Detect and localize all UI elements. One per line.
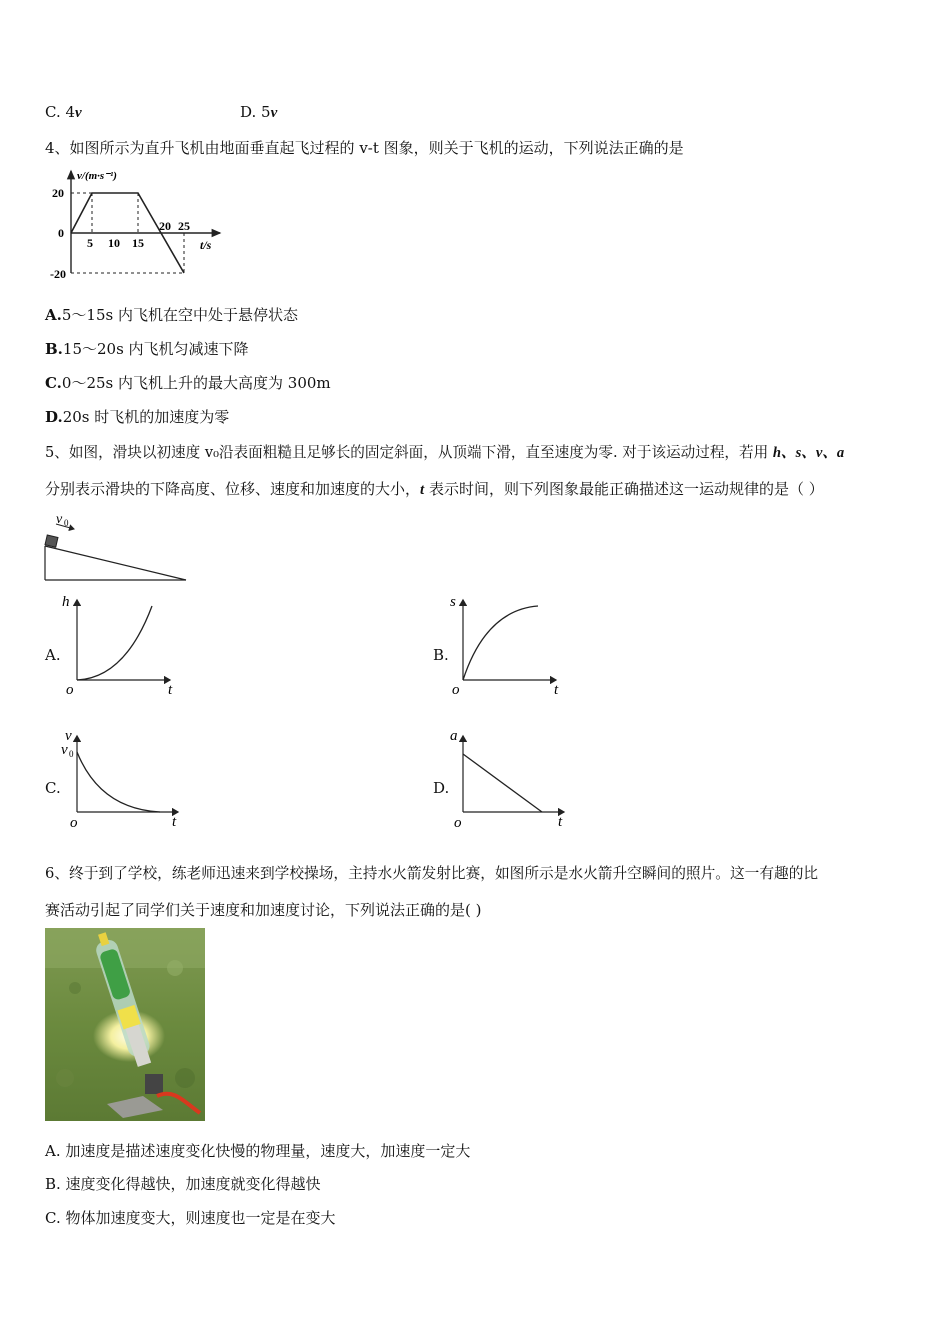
graph-c-origin: o [70, 815, 78, 831]
slope-incline [45, 546, 186, 580]
q5-graph-b [446, 590, 576, 698]
q5-line2-text-a: 分别表示滑块的下降高度、位移、速度和加速度的大小， [45, 480, 421, 498]
q6-option-a: A. 加速度是描述速度变化快慢的物理量，速度大，加速度一定大 [45, 1142, 471, 1160]
slope-v-sub: 0 [64, 518, 69, 528]
graph-c-x-label: t [172, 814, 177, 830]
q6-stem-line1: 6、终于到了学校，练老师迅速来到学校操场，主持水火箭发射比赛，如图所示是水火箭升空瞬间的照片。这一有趣的比 [45, 865, 819, 882]
q4-option-a-text: 5～15s 内飞机在空中处于悬停状态 [61, 306, 298, 324]
graph-b-origin: o [452, 682, 460, 698]
q4-stem: 4、如图所示为直升飞机由地面垂直起飞过程的 v-t 图象，则关于飞机的运动，下列说法正确的是 [45, 139, 684, 157]
graph-c-y0-sub: 0 [69, 749, 74, 759]
q4-y-label: v/(m·s⁻¹) [77, 170, 117, 182]
q4-xtick-25: 25 [178, 219, 190, 233]
q4-ytick-20: 20 [52, 186, 64, 200]
water-rocket-photo [45, 928, 205, 1121]
q5-line2-text-b: 表示时间，则下列图象最能正确描述这一运动规律的是（ ） [424, 480, 824, 498]
q4-option-c-letter: C. [45, 374, 62, 392]
q4-option-c [45, 372, 331, 393]
q4-xtick-15: 15 [132, 236, 144, 250]
q5-line2-var: t [420, 482, 425, 498]
q4-option-b-text: 15～20s 内飞机匀减速下降 [62, 340, 249, 358]
q4-option-c-text: 0～25s 内飞机上升的最大高度为 300m [61, 374, 331, 392]
q4-ytick-0: 0 [58, 226, 64, 240]
q4-xtick-20: 20 [159, 219, 171, 233]
q3-option-c-var: v [75, 105, 82, 121]
q6-option-c: C. 物体加速度变大，则速度也一定是在变大 [45, 1209, 336, 1227]
q4-option-d [45, 406, 229, 427]
graph-c-y-label: v [65, 728, 72, 744]
q3-option-d-prefix: D. 5 [240, 103, 271, 121]
graph-d-x-label: t [558, 814, 563, 830]
graph-b-x-label: t [554, 682, 559, 698]
q5-option-a-label: A. [45, 646, 61, 664]
q3-option-c [45, 103, 82, 122]
q3-option-c-prefix: C. 4 [45, 103, 76, 121]
graph-a-curve [77, 606, 152, 680]
q4-option-b-letter: B. [45, 340, 63, 358]
q4-option-d-letter: D. [45, 408, 63, 426]
q6-stem-line2: 赛活动引起了同学们关于速度和加速度讨论，下列说法正确的是( ) [45, 901, 482, 919]
q5-graph-d [446, 724, 576, 834]
q3-option-d [240, 103, 277, 122]
q5-option-c-label: C. [45, 779, 61, 797]
graph-b-curve [463, 606, 538, 680]
q4-ytick-neg20: -20 [50, 267, 66, 281]
q5-graph-c [60, 724, 190, 834]
q5-line1-text: 5、如图，滑块以初速度 v₀沿表面粗糙且足够长的固定斜面，从顶端下滑，直至速度为零. 对于该运动过程，若用 [45, 444, 773, 461]
q5-option-d-label: D. [433, 779, 450, 797]
q5-option-b-label: B. [433, 646, 449, 664]
q4-option-b [45, 338, 249, 359]
q5-slope-figure [40, 508, 190, 584]
graph-d-origin: o [454, 815, 462, 831]
graph-d-y-label: a [450, 728, 458, 744]
q5-stem-line2 [45, 478, 824, 499]
q6-option-b: B. 速度变化得越快，加速度就变化得越快 [45, 1175, 321, 1193]
q5-stem-line1 [45, 441, 844, 462]
slope-v-label: v [56, 512, 63, 527]
graph-b-y-label: s [450, 594, 456, 610]
slider-block [45, 535, 58, 547]
q5-graph-a [60, 590, 190, 698]
graph-a-x-label: t [168, 682, 173, 698]
q4-xtick-10: 10 [108, 236, 120, 250]
q5-line1-vars: h、s、v、a [772, 445, 845, 461]
q4-vt-graph [40, 165, 230, 290]
q4-xtick-5: 5 [87, 236, 93, 250]
q4-option-d-text: 20s 时飞机的加速度为零 [62, 408, 230, 426]
graph-c-y0-label: v [61, 742, 68, 758]
q3-option-d-var: v [270, 105, 278, 121]
graph-a-origin: o [66, 682, 74, 698]
q4-option-a [45, 304, 298, 325]
q4-x-label: t/s [200, 238, 212, 252]
graph-d-line [463, 754, 542, 812]
graph-c-curve [77, 752, 160, 812]
q4-option-a-letter: A. [45, 306, 62, 324]
water-rocket-illustration [45, 928, 205, 1121]
graph-a-y-label: h [62, 594, 70, 610]
